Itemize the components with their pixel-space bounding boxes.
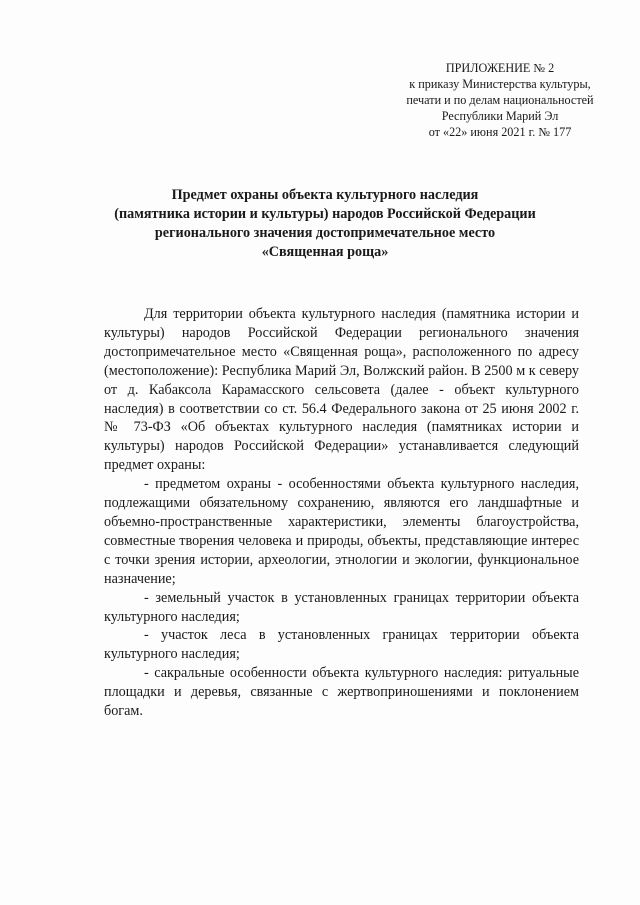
document-body	[104, 305, 579, 721]
title-line-1: Предмет охраны объекта культурного наследия	[171, 187, 479, 203]
title-line-4: «Священная роща»	[261, 244, 389, 260]
title-line-3: регионального значения достопримечательное место	[154, 225, 496, 241]
protection-item-4: - сакральные особенности объекта культурного наследия: ритуальные площадки и деревья, связанные с жертвоприношениями и поклонением богам.	[104, 665, 579, 720]
protection-item-2: - земельный участок в установленных границах территории объекта культурного наследия;	[104, 589, 579, 625]
protection-item-3: - участок леса в установленных границах территории объекта культурного наследия;	[104, 627, 579, 663]
protection-item-1: - предметом охраны - особенностями объекта культурного наследия, подлежащими обязательному сохранению, являются его ландшафтные и объемно-пространственные характеристики, элементы благоустройства, совместные творения человека и природы, объекты, представляющие интерес с точки зрения истории, археологии, этнологии и экологии, функциональное назначение;	[104, 476, 579, 587]
document-title	[70, 186, 580, 262]
appendix-republic: Республики Марий Эл	[441, 109, 559, 123]
intro-paragraph: Для территории объекта культурного наследия (памятника истории и культуры) народов Российской Федерации регионального значения достопримечательное место «Священная роща», расположенного по адресу (местоположение): Республика Марий Эл, Волжский район. В 2500 м к северу от д. Кабаксола Карамасского сельсовета (далее - объект культурного наследия) в соответствии со ст. 56.4 Федерального закона от 25 июня 2002 г. № 73-ФЗ «Об объектах культурного наследия (памятниках истории и культуры) народов Российской Федерации» устанавливается следующий предмет охраны:	[104, 306, 579, 474]
appendix-block	[355, 60, 640, 140]
title-line-2: (памятника истории и культуры) народов Российской Федерации	[114, 206, 536, 222]
appendix-number: ПРИЛОЖЕНИЕ № 2	[445, 61, 555, 75]
appendix-ministry: печати и по делам национальностей	[406, 93, 594, 107]
appendix-date: от «22» июня 2021 г. № 177	[428, 125, 572, 139]
appendix-order-ref: к приказу Министерства культуры,	[409, 77, 591, 91]
